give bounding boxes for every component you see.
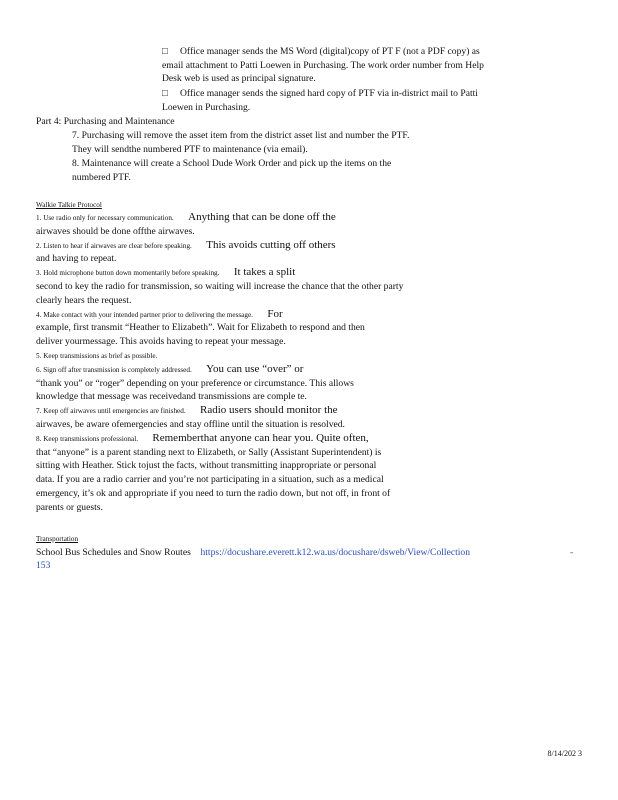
walkie-row [36, 267, 295, 279]
walkie-row [36, 240, 336, 252]
walkie-row [36, 295, 131, 306]
page-footer: 8/14/202 3 [547, 749, 582, 758]
walkie-rule-text: sitting with Heather. Stick tojust the facts, without transmitting inappropriate or personal [36, 460, 377, 472]
transportation-label: School Bus Schedules and Snow Routes [36, 547, 191, 558]
part4-item-8-cont: numbered PTF. [72, 172, 131, 183]
walkie-row [36, 433, 369, 445]
walkie-rule-text: knowledge that message was receivedand transmissions are comple te. [36, 391, 307, 403]
walkie-rule-text: This avoids cutting off others [206, 238, 336, 251]
walkie-row [36, 281, 403, 292]
walkie-rule-text: Rememberthat anyone can hear you. Quite often, [152, 431, 369, 444]
bullet-box-icon: □ [162, 46, 168, 57]
part4-item-7: 7. Purchasing will remove the asset item from the district asset list and number the PTF. [72, 130, 410, 141]
walkie-row [36, 253, 116, 264]
walkie-rule-text: Anything that can be done off the [188, 211, 336, 223]
walkie-rule-text: airwaves, be aware ofemergencies and stay offline until the situation is resolved. [36, 419, 345, 430]
walkie-row [36, 447, 381, 458]
walkie-rule-text: parents or guests. [36, 501, 103, 513]
docushare-link-end[interactable]: 153 [36, 560, 51, 571]
walkie-rule-title: 6. Sign off after transmission is completely addressed. [36, 365, 192, 374]
part4-item-8: 8. Maintenance will create a School Dude Work Order and pick up the items on the [72, 158, 392, 169]
walkie-rule-text: Radio users should monitor the [200, 404, 338, 417]
transportation-heading: Transportation [36, 535, 79, 543]
walkie-rule-title: 5. Keep transmissions as brief as possible. [36, 352, 158, 360]
bullet-2-line-1: □ Office manager sends the signed hard copy of PTF via in-district mail to Patti [162, 88, 478, 99]
bullet-1-line-1: □ Office manager sends the MS Word (digital)copy of PT F (not a PDF copy) as [162, 46, 480, 57]
bullet-2-line-2: Loewen in Purchasing. [162, 102, 251, 113]
walkie-heading: Walkie Talkie Protocol [36, 201, 102, 209]
walkie-rule-text: It takes a split [233, 266, 296, 279]
walkie-rule-text: second to key the radio for transmission, so waiting will increase the chance that the other party [36, 281, 404, 292]
walkie-rule-text: data. If you are a radio carrier and you’re not participating in a situation, such as a medical [36, 474, 384, 486]
walkie-row [36, 226, 195, 237]
bullet-box-icon: □ [162, 88, 168, 99]
part4-item-7-cont: They will sendthe numbered PTF to maintenance (via email). [72, 144, 308, 155]
walkie-rule-text: For [267, 307, 283, 320]
docushare-link-dash[interactable]: - [570, 547, 574, 558]
part4-heading: Part 4: Purchasing and Maintenance [36, 116, 175, 127]
transportation-line [36, 547, 470, 558]
walkie-row [36, 322, 365, 333]
walkie-rule-text: “thank you” or “roger” depending on your preference or circumstance. This allows [36, 377, 354, 389]
walkie-row [36, 474, 384, 485]
walkie-row [36, 378, 354, 389]
walkie-rule-text: airwaves should be done offthe airwaves. [36, 225, 195, 237]
walkie-row [36, 488, 390, 499]
walkie-rule-text: and having to repeat. [36, 253, 117, 265]
walkie-row [36, 336, 286, 347]
walkie-row [36, 405, 338, 417]
walkie-rule-text: that “anyone” is a parent standing next to Elizabeth, or Sally (Assistant Superintendent) is [36, 446, 382, 458]
walkie-row [36, 460, 376, 471]
walkie-row [36, 391, 307, 402]
walkie-rule-title: 4. Make contact with your intended partner prior to delivering the message. [36, 310, 253, 319]
walkie-rule-title: 1. Use radio only for necessary communication. [36, 214, 174, 222]
walkie-row [36, 212, 336, 224]
walkie-rule-title: 8. Keep transmissions professional. [36, 434, 139, 443]
bullet-1-line-3: Desk web is used as principal signature. [162, 73, 316, 84]
walkie-row [36, 309, 283, 321]
walkie-rule-title: 3. Hold microphone button down momentarily before speaking. [36, 269, 220, 278]
walkie-row [36, 419, 345, 430]
walkie-rule-title: 2. Listen to hear if airwaves are clear before speaking. [36, 241, 192, 250]
walkie-rule-text: clearly hears the request. [36, 294, 132, 306]
walkie-row [36, 502, 103, 513]
docushare-link[interactable]: https://docushare.everett.k12.wa.us/docushare/dsweb/View/Collection [200, 547, 471, 558]
walkie-row [36, 364, 303, 376]
walkie-rule-text: deliver yourmessage. This avoids having to repeat your message. [36, 336, 286, 348]
walkie-rule-title: 7. Keep off airwaves until emergencies are finished. [36, 407, 186, 416]
walkie-rule-text: You can use “over” or [206, 362, 304, 375]
walkie-rule-text: emergency, it’s ok and appropriate if you need to turn the radio down, but not off, in front of [36, 488, 391, 499]
walkie-rule-text: example, first transmit “Heather to Elizabeth”. Wait for Elizabeth to respond and then [36, 322, 365, 334]
walkie-row [36, 350, 157, 362]
bullet-1-line-2: email attachment to Patti Loewen in Purchasing. The work order number from Help [162, 60, 484, 71]
